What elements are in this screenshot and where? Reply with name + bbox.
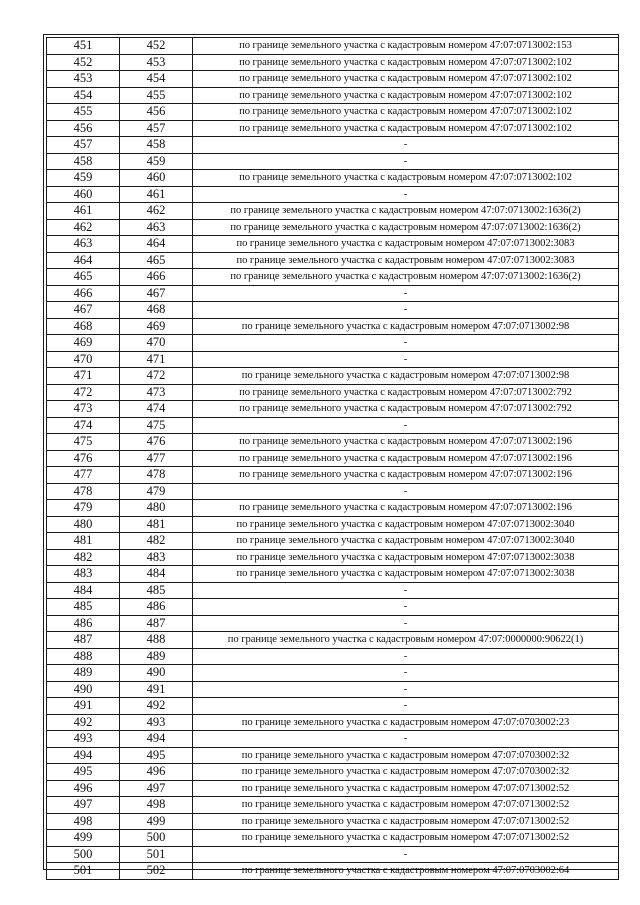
table-row [47, 830, 619, 847]
boundary-description-cell: - [193, 846, 619, 863]
boundary-description-cell: - [193, 582, 619, 599]
point-from-cell: 485 [47, 599, 120, 616]
point-from-cell: 476 [47, 450, 120, 467]
boundary-description-cell: по границе земельного участка с кадастровым номером 47:07:0713002:3040 [193, 516, 619, 533]
table-row [47, 170, 619, 187]
table-row [47, 252, 619, 269]
boundary-description-cell: по границе земельного участка с кадастровым номером 47:07:0713002:196 [193, 434, 619, 451]
point-to-cell: 492 [120, 698, 193, 715]
point-from-cell: 488 [47, 648, 120, 665]
point-to-cell: 468 [120, 302, 193, 319]
point-to-cell: 486 [120, 599, 193, 616]
boundary-description-cell: по границе земельного участка с кадастровым номером 47:07:0713002:196 [193, 450, 619, 467]
table-row [47, 120, 619, 137]
point-from-cell: 467 [47, 302, 120, 319]
point-from-cell: 499 [47, 830, 120, 847]
table-row [47, 747, 619, 764]
point-from-cell: 498 [47, 813, 120, 830]
boundary-description-cell: - [193, 137, 619, 154]
table-row [47, 483, 619, 500]
table-row [47, 698, 619, 715]
point-to-cell: 488 [120, 632, 193, 649]
point-from-cell: 454 [47, 87, 120, 104]
point-from-cell: 472 [47, 384, 120, 401]
boundary-description-cell: по границе земельного участка с кадастровым номером 47:07:0713002:102 [193, 87, 619, 104]
table-row [47, 285, 619, 302]
boundary-description-cell: - [193, 186, 619, 203]
boundary-description-cell: - [193, 698, 619, 715]
boundary-description-cell: - [193, 648, 619, 665]
point-to-cell: 477 [120, 450, 193, 467]
point-to-cell: 500 [120, 830, 193, 847]
table-row [47, 54, 619, 71]
table-row [47, 846, 619, 863]
point-to-cell: 491 [120, 681, 193, 698]
boundary-description-cell: по границе земельного участка с кадастровым номером 47:07:0713002:792 [193, 384, 619, 401]
boundary-description-cell: - [193, 302, 619, 319]
point-from-cell: 455 [47, 104, 120, 121]
table-row [47, 368, 619, 385]
boundary-description-cell: по границе земельного участка с кадастровым номером 47:07:0713002:3038 [193, 566, 619, 583]
point-from-cell: 463 [47, 236, 120, 253]
table-row [47, 714, 619, 731]
table-row [47, 780, 619, 797]
table-row [47, 467, 619, 484]
point-from-cell: 475 [47, 434, 120, 451]
point-to-cell: 464 [120, 236, 193, 253]
point-from-cell: 457 [47, 137, 120, 154]
boundary-description-cell: по границе земельного участка с кадастровым номером 47:07:0713002:792 [193, 401, 619, 418]
point-to-cell: 452 [120, 38, 193, 55]
boundary-description-cell: по границе земельного участка с кадастровым номером 47:07:0713002:102 [193, 71, 619, 88]
table-row [47, 236, 619, 253]
point-from-cell: 461 [47, 203, 120, 220]
point-from-cell: 494 [47, 747, 120, 764]
point-to-cell: 485 [120, 582, 193, 599]
boundary-description-cell: по границе земельного участка с кадастровым номером 47:07:0713002:153 [193, 38, 619, 55]
boundary-description-cell: - [193, 731, 619, 748]
boundary-description-cell: по границе земельного участка с кадастровым номером 47:07:0703002:23 [193, 714, 619, 731]
boundary-description-cell: - [193, 665, 619, 682]
point-to-cell: 502 [120, 863, 193, 880]
point-from-cell: 460 [47, 186, 120, 203]
boundary-description-cell: по границе земельного участка с кадастровым номером 47:07:0713002:52 [193, 813, 619, 830]
boundary-description-cell: по границе земельного участка с кадастровым номером 47:07:0713002:52 [193, 780, 619, 797]
point-to-cell: 458 [120, 137, 193, 154]
point-from-cell: 493 [47, 731, 120, 748]
point-from-cell: 466 [47, 285, 120, 302]
boundary-description-cell: по границе земельного участка с кадастровым номером 47:07:0713002:196 [193, 467, 619, 484]
point-from-cell: 484 [47, 582, 120, 599]
point-to-cell: 470 [120, 335, 193, 352]
table-row [47, 219, 619, 236]
point-to-cell: 453 [120, 54, 193, 71]
point-to-cell: 494 [120, 731, 193, 748]
boundary-table [46, 37, 619, 880]
table-row [47, 549, 619, 566]
table-row [47, 797, 619, 814]
point-to-cell: 496 [120, 764, 193, 781]
boundary-description-cell: по границе земельного участка с кадастровым номером 47:07:0713002:3083 [193, 252, 619, 269]
table-row [47, 615, 619, 632]
point-to-cell: 501 [120, 846, 193, 863]
table-row [47, 71, 619, 88]
point-from-cell: 486 [47, 615, 120, 632]
point-to-cell: 484 [120, 566, 193, 583]
point-from-cell: 458 [47, 153, 120, 170]
point-to-cell: 479 [120, 483, 193, 500]
table-row [47, 632, 619, 649]
boundary-description-cell: по границе земельного участка с кадастровым номером 47:07:0000000:90622(1) [193, 632, 619, 649]
boundary-description-cell: по границе земельного участка с кадастровым номером 47:07:0713002:52 [193, 830, 619, 847]
boundary-description-cell: - [193, 681, 619, 698]
point-to-cell: 475 [120, 417, 193, 434]
point-to-cell: 462 [120, 203, 193, 220]
table-row [47, 335, 619, 352]
boundary-description-cell: по границе земельного участка с кадастровым номером 47:07:0703002:32 [193, 747, 619, 764]
boundary-description-cell: по границе земельного участка с кадастровым номером 47:07:0713002:102 [193, 104, 619, 121]
point-to-cell: 482 [120, 533, 193, 550]
table-row [47, 186, 619, 203]
point-to-cell: 498 [120, 797, 193, 814]
point-to-cell: 459 [120, 153, 193, 170]
point-to-cell: 473 [120, 384, 193, 401]
boundary-description-cell: - [193, 285, 619, 302]
point-to-cell: 457 [120, 120, 193, 137]
table-row [47, 302, 619, 319]
point-from-cell: 497 [47, 797, 120, 814]
table-row [47, 384, 619, 401]
point-to-cell: 467 [120, 285, 193, 302]
point-from-cell: 469 [47, 335, 120, 352]
point-to-cell: 493 [120, 714, 193, 731]
point-from-cell: 490 [47, 681, 120, 698]
boundary-description-cell: по границе земельного участка с кадастровым номером 47:07:0703002:32 [193, 764, 619, 781]
point-to-cell: 474 [120, 401, 193, 418]
point-to-cell: 490 [120, 665, 193, 682]
point-to-cell: 497 [120, 780, 193, 797]
point-from-cell: 451 [47, 38, 120, 55]
boundary-description-cell: по границе земельного участка с кадастровым номером 47:07:0713002:102 [193, 170, 619, 187]
point-to-cell: 460 [120, 170, 193, 187]
boundary-description-cell: по границе земельного участка с кадастровым номером 47:07:0703002:64 [193, 863, 619, 880]
point-to-cell: 483 [120, 549, 193, 566]
table-row [47, 203, 619, 220]
point-to-cell: 463 [120, 219, 193, 236]
boundary-description-cell: по границе земельного участка с кадастровым номером 47:07:0713002:196 [193, 500, 619, 517]
table-row [47, 104, 619, 121]
point-to-cell: 461 [120, 186, 193, 203]
table-row [47, 533, 619, 550]
boundary-description-cell: - [193, 417, 619, 434]
table-row [47, 137, 619, 154]
point-to-cell: 472 [120, 368, 193, 385]
point-from-cell: 492 [47, 714, 120, 731]
point-to-cell: 480 [120, 500, 193, 517]
table-row [47, 566, 619, 583]
point-from-cell: 480 [47, 516, 120, 533]
point-from-cell: 501 [47, 863, 120, 880]
point-from-cell: 471 [47, 368, 120, 385]
point-from-cell: 481 [47, 533, 120, 550]
point-from-cell: 470 [47, 351, 120, 368]
point-from-cell: 464 [47, 252, 120, 269]
point-from-cell: 478 [47, 483, 120, 500]
table-row [47, 417, 619, 434]
point-to-cell: 487 [120, 615, 193, 632]
boundary-description-cell: - [193, 153, 619, 170]
table-row [47, 269, 619, 286]
point-from-cell: 487 [47, 632, 120, 649]
point-from-cell: 456 [47, 120, 120, 137]
point-to-cell: 465 [120, 252, 193, 269]
boundary-description-cell: по границе земельного участка с кадастровым номером 47:07:0713002:98 [193, 368, 619, 385]
boundary-description-cell: по границе земельного участка с кадастровым номером 47:07:0713002:1636(2) [193, 219, 619, 236]
table-row [47, 318, 619, 335]
point-from-cell: 462 [47, 219, 120, 236]
boundary-description-cell: по границе земельного участка с кадастровым номером 47:07:0713002:98 [193, 318, 619, 335]
table-row [47, 401, 619, 418]
table-row [47, 450, 619, 467]
table-row [47, 351, 619, 368]
boundary-description-cell: - [193, 351, 619, 368]
boundary-description-cell: по границе земельного участка с кадастровым номером 47:07:0713002:102 [193, 120, 619, 137]
table-row [47, 434, 619, 451]
table-row [47, 863, 619, 880]
table-row [47, 516, 619, 533]
table-row [47, 665, 619, 682]
boundary-description-cell: - [193, 483, 619, 500]
table-row [47, 764, 619, 781]
point-from-cell: 489 [47, 665, 120, 682]
table-row [47, 582, 619, 599]
boundary-description-cell: по границе земельного участка с кадастровым номером 47:07:0713002:3040 [193, 533, 619, 550]
point-from-cell: 474 [47, 417, 120, 434]
table-row [47, 153, 619, 170]
point-from-cell: 495 [47, 764, 120, 781]
point-from-cell: 453 [47, 71, 120, 88]
point-from-cell: 473 [47, 401, 120, 418]
table-row [47, 599, 619, 616]
point-to-cell: 495 [120, 747, 193, 764]
point-from-cell: 477 [47, 467, 120, 484]
boundary-table-body [47, 38, 619, 880]
boundary-description-cell: по границе земельного участка с кадастровым номером 47:07:0713002:102 [193, 54, 619, 71]
boundary-description-cell: - [193, 335, 619, 352]
boundary-description-cell: - [193, 599, 619, 616]
table-row [47, 38, 619, 55]
point-from-cell: 491 [47, 698, 120, 715]
boundary-description-cell: по границе земельного участка с кадастровым номером 47:07:0713002:1636(2) [193, 203, 619, 220]
point-to-cell: 489 [120, 648, 193, 665]
point-to-cell: 471 [120, 351, 193, 368]
point-to-cell: 499 [120, 813, 193, 830]
point-to-cell: 478 [120, 467, 193, 484]
point-to-cell: 454 [120, 71, 193, 88]
point-from-cell: 483 [47, 566, 120, 583]
point-to-cell: 455 [120, 87, 193, 104]
boundary-description-cell: по границе земельного участка с кадастровым номером 47:07:0713002:52 [193, 797, 619, 814]
point-from-cell: 479 [47, 500, 120, 517]
table-row [47, 87, 619, 104]
boundary-description-cell: - [193, 615, 619, 632]
point-to-cell: 476 [120, 434, 193, 451]
table-row [47, 813, 619, 830]
table-row [47, 681, 619, 698]
boundary-description-cell: по границе земельного участка с кадастровым номером 47:07:0713002:1636(2) [193, 269, 619, 286]
point-from-cell: 468 [47, 318, 120, 335]
point-to-cell: 469 [120, 318, 193, 335]
point-from-cell: 496 [47, 780, 120, 797]
table-row [47, 648, 619, 665]
point-from-cell: 465 [47, 269, 120, 286]
point-to-cell: 456 [120, 104, 193, 121]
point-from-cell: 459 [47, 170, 120, 187]
point-to-cell: 481 [120, 516, 193, 533]
table-row [47, 500, 619, 517]
boundary-description-cell: по границе земельного участка с кадастровым номером 47:07:0713002:3038 [193, 549, 619, 566]
point-to-cell: 466 [120, 269, 193, 286]
table-row [47, 731, 619, 748]
point-from-cell: 500 [47, 846, 120, 863]
boundary-description-cell: по границе земельного участка с кадастровым номером 47:07:0713002:3083 [193, 236, 619, 253]
point-from-cell: 452 [47, 54, 120, 71]
point-from-cell: 482 [47, 549, 120, 566]
